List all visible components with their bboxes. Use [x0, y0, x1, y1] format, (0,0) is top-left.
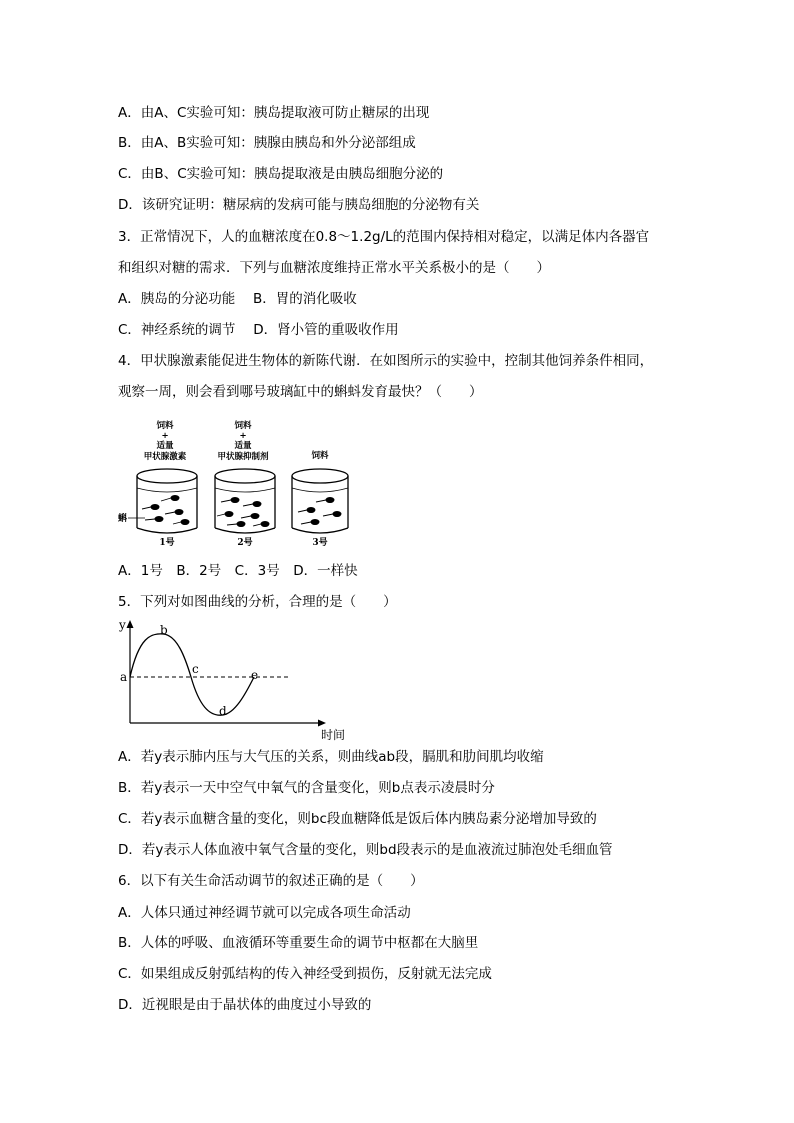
jar1-label-plus: +	[161, 431, 169, 441]
tadpoles	[142, 495, 341, 526]
tadpole-experiment-figure	[115, 418, 355, 550]
q5-option-d: D．若y表示人体血液中氧气含量的变化，则bd段表示的是血液流过肺泡处毛细血管	[118, 842, 613, 858]
q3-stem-line1: 3．正常情况下，人的血糖浓度在0.8～1.2g/L的范围内保持相对稳定，以满足体内各器官	[118, 229, 650, 245]
q5-stem: 5．下列对如图曲线的分析，合理的是（ ）	[118, 594, 397, 610]
jar1-label-amount: 适量	[156, 441, 174, 451]
jar3-label-feed: 饲料	[311, 451, 329, 461]
q2-option-c: C．由B、C实验可知：胰岛提取液是由胰岛细胞分泌的	[118, 166, 444, 182]
jar2-number: 2号	[237, 538, 253, 548]
q3-options-line1: A．胰岛的分泌功能 B．胃的消化吸收	[118, 291, 357, 307]
q2-option-a: A．由A、C实验可知：胰岛提取液可防止糖尿的出现	[118, 105, 430, 121]
q6-option-b: B．人体的呼吸、血液循环等重要生命的调节中枢都在大脑里	[118, 935, 479, 951]
q4-options: A．1号 B．2号 C．3号 D．一样快	[118, 563, 358, 579]
q6-option-c: C．如果组成反射弧结构的传入神经受到损伤，反射就无法完成	[118, 966, 492, 982]
point-b-label: b	[160, 623, 168, 637]
q2-option-d: D．该研究证明：糖尿病的发病可能与胰岛细胞的分泌物有关	[118, 197, 480, 213]
x-axis-label: 时间	[321, 728, 346, 742]
point-e-label: e	[251, 668, 259, 682]
jar2-label-inhibitor: 甲状腺抑制剂	[217, 452, 269, 462]
jar2-label-amount: 适量	[234, 441, 252, 451]
jar1-label-hormone: 甲状腺激素	[143, 452, 187, 462]
point-d-label: d	[219, 704, 227, 718]
q5-option-a: A．若y表示肺内压与大气压的关系，则曲线ab段，膈肌和肋间肌均收缩	[118, 749, 544, 765]
jar1-label-feed: 饲料	[156, 421, 174, 431]
point-a-label: a	[120, 670, 128, 684]
q4-stem-line1: 4．甲状腺激素能促进生物体的新陈代谢．在如图所示的实验中，控制其他饲养条件相同，	[118, 353, 654, 369]
point-c-label: c	[192, 662, 199, 676]
curve-figure	[115, 617, 360, 744]
q4-stem-line2: 观察一周，则会看到哪号玻璃缸中的蝌蚪发育最快？（ ）	[118, 384, 483, 400]
y-axis-arrow	[127, 620, 134, 628]
q5-option-c: C．若y表示血糖含量的变化，则bc段血糖降低是饭后体内胰岛素分泌增加导致的	[118, 811, 597, 827]
q5-option-b: B．若y表示一天中空气中氧气的含量变化，则b点表示凌晨时分	[118, 780, 495, 796]
q6-option-d: D．近视眼是由于晶状体的曲度过小导致的	[118, 997, 372, 1013]
tadpole-side-label: 蝌	[118, 514, 128, 524]
y-axis-label: y	[119, 618, 126, 632]
q6-option-a: A．人体只通过神经调节就可以完成各项生命活动	[118, 905, 411, 921]
q3-options-line2: C．神经系统的调节 D．肾小管的重吸收作用	[118, 322, 399, 338]
jar3-number: 3号	[312, 538, 328, 548]
q3-stem-line2: 和组织对糖的需求．下列与血糖浓度维持正常水平关系极小的是（ ）	[118, 260, 550, 276]
jar1-number: 1号	[159, 538, 175, 548]
x-axis-arrow	[318, 720, 326, 727]
q6-stem: 6．以下有关生命活动调节的叙述正确的是（ ）	[118, 873, 424, 889]
jar2-label-plus: +	[239, 431, 247, 441]
q2-option-b: B．由A、B实验可知：胰腺由胰岛和外分泌部组成	[118, 135, 416, 151]
jar2-label-feed: 饲料	[234, 421, 252, 431]
